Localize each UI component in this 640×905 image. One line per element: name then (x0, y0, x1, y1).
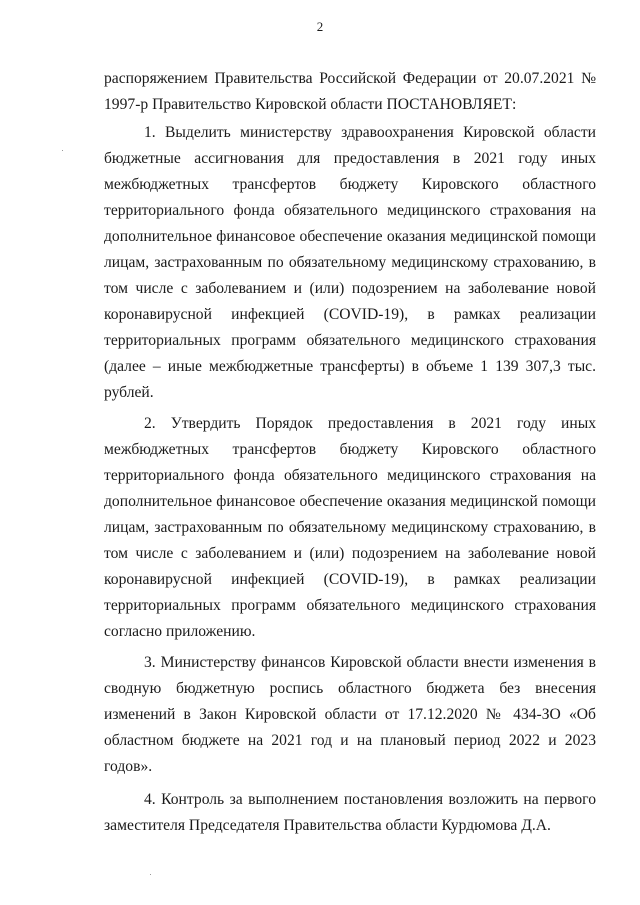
paragraph-1: 1. Выделить министерству здравоохранения Кировской области бюджетные ассигнования для предоставления в 2021 году иных межбюджетных трансфертов бюджету Кировского областного территориального фонда обязательного медицинского страхования на дополнительное финансовое обеспечение оказания медицинской помощи лицам, застрахованным по обязательному медицинскому страхованию, в том числе с заболеванием и (или) подозрением на заболевание новой коронавирусной инфекцией (COVID-19), в рамках реализации территориальных программ обязательного медицинского страхования (далее – иные межбюджетные трансферты) в объеме 1 139 307,3 тыс. рублей. (104, 124, 596, 401)
paragraph-3: 3. Министерству финансов Кировской области внести изменения в сводную бюджетную роспись областного бюджета без внесения изменений в Закон Кировской области от 17.12.2020 № 434-ЗО «Об областном бюджете на 2021 год и на плановый период 2022 и 2023 годов». (104, 654, 596, 775)
scan-speck (62, 150, 63, 151)
intro-paragraph: распоряжением Правительства Российской Федерации от 20.07.2021 № 1997-р Правительство Кировской области ПОСТАНОВЛЯЕТ: (104, 70, 596, 113)
scan-speck (150, 874, 151, 875)
paragraph-2: 2. Утвердить Порядок предоставления в 2021 году иных межбюджетных трансфертов бюджету Кировского областного территориального фонда обязательного медицинского страхования на дополнительное финансовое обеспечение оказания медицинской помощи лицам, застрахованным по обязательному медицинскому страхованию, в том числе с заболеванием и (или) подозрением на заболевание новой коронавирусной инфекцией (COVID-19), в рамках реализации территориальных программ обязательного медицинского страхования согласно приложению. (104, 415, 596, 640)
document-body (104, 66, 596, 844)
paragraph-4: 4. Контроль за выполнением постановления возложить на первого заместителя Председателя Правительства области Курдюмова Д.А. (104, 791, 596, 834)
page-number: 2 (316, 19, 324, 34)
